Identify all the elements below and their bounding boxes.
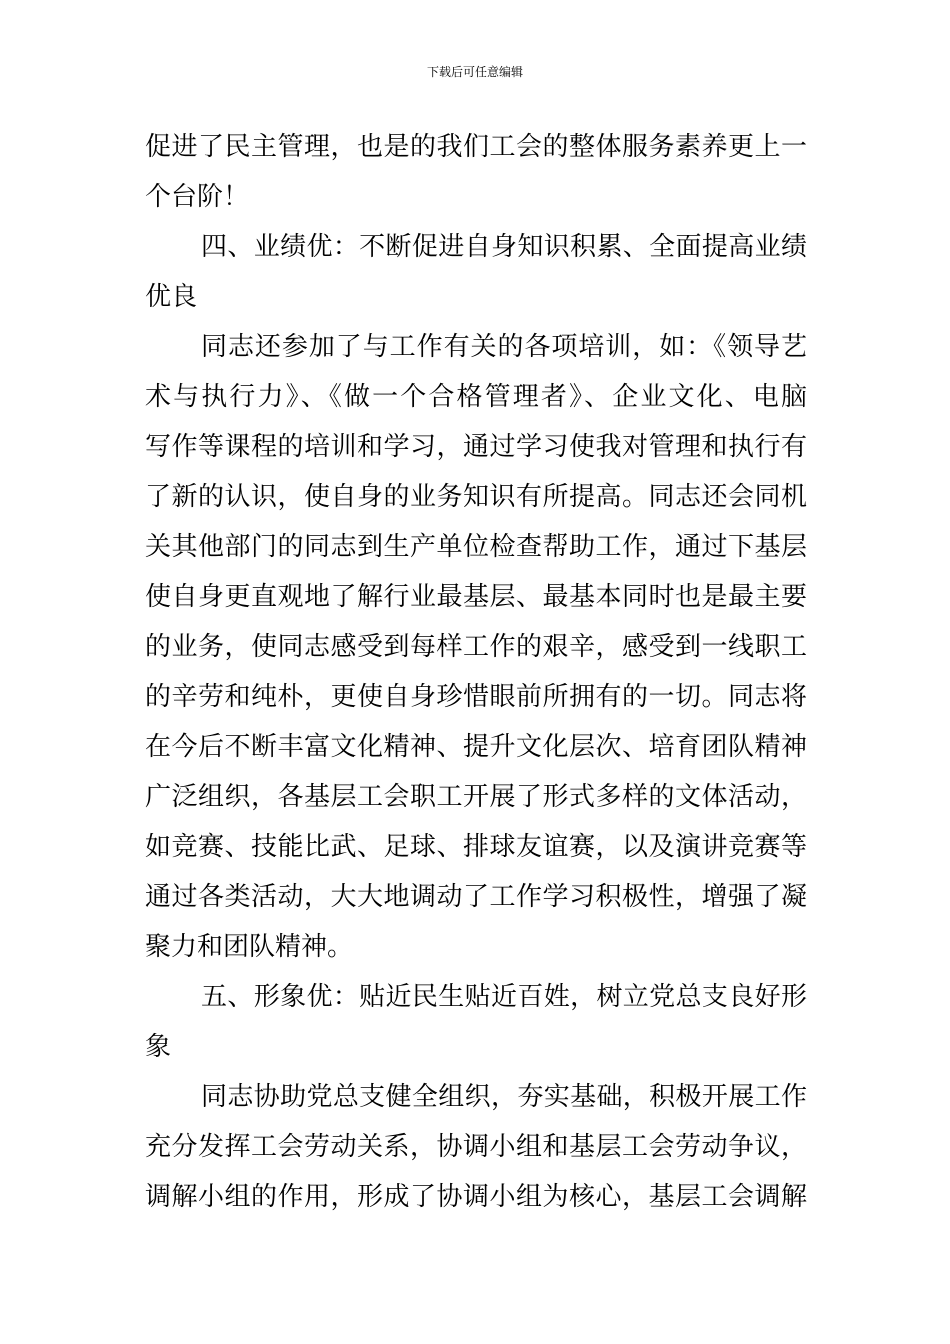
text-line: 术与执行力》、《做一个合格管理者》、企业文化、电脑 xyxy=(145,382,807,412)
text-line: 通过各类活动，大大地调动了工作学习积极性，增强了凝 xyxy=(145,882,807,912)
text-line: 了新的认识，使自身的业务知识有所提高。同志还会同机 xyxy=(145,482,807,512)
text-line: 的业务，使同志感受到每样工作的艰辛，感受到一线职工 xyxy=(145,632,807,662)
text-line: 调解小组的作用，形成了协调小组为核心，基层工会调解 xyxy=(145,1182,807,1212)
text-line: 充分发挥工会劳动关系，协调小组和基层工会劳动争议， xyxy=(145,1132,807,1162)
section-heading-line: 四、业绩优：不断促进自身知识积累、全面提高业绩 xyxy=(201,232,807,262)
text-line: 促进了民主管理，也是的我们工会的整体服务素养更上一 xyxy=(145,132,807,162)
text-line: 在今后不断丰富文化精神、提升文化层次、培育团队精神 xyxy=(145,732,807,762)
page-header: 下载后可任意编辑 xyxy=(426,65,523,79)
text-line: 使自身更直观地了解行业最基层、最基本同时也是最主要 xyxy=(145,582,807,612)
text-line: 同志协助党总支健全组织，夯实基础，积极开展工作 xyxy=(201,1082,807,1112)
text-line: 关其他部门的同志到生产单位检查帮助工作，通过下基层 xyxy=(145,532,807,562)
text-line: 的辛劳和纯朴，更使自身珍惜眼前所拥有的一切。同志将 xyxy=(145,682,807,712)
document-body xyxy=(145,122,807,1222)
text-line: 写作等课程的培训和学习，通过学习使我对管理和执行有 xyxy=(145,432,807,462)
text-line: 个台阶！ xyxy=(145,182,250,212)
section-heading-line: 优良 xyxy=(145,282,198,312)
text-line: 广泛组织，各基层工会职工开展了形式多样的文体活动， xyxy=(145,782,807,812)
section-heading-line: 五、形象优：贴近民生贴近百姓，树立党总支良好形 xyxy=(201,982,807,1012)
text-line: 同志还参加了与工作有关的各项培训，如：《领导艺 xyxy=(201,332,807,362)
text-line: 如竞赛、技能比武、足球、排球友谊赛，以及演讲竞赛等 xyxy=(145,832,807,862)
section-heading-line: 象 xyxy=(145,1032,172,1062)
text-line: 聚力和团队精神。 xyxy=(145,932,354,962)
